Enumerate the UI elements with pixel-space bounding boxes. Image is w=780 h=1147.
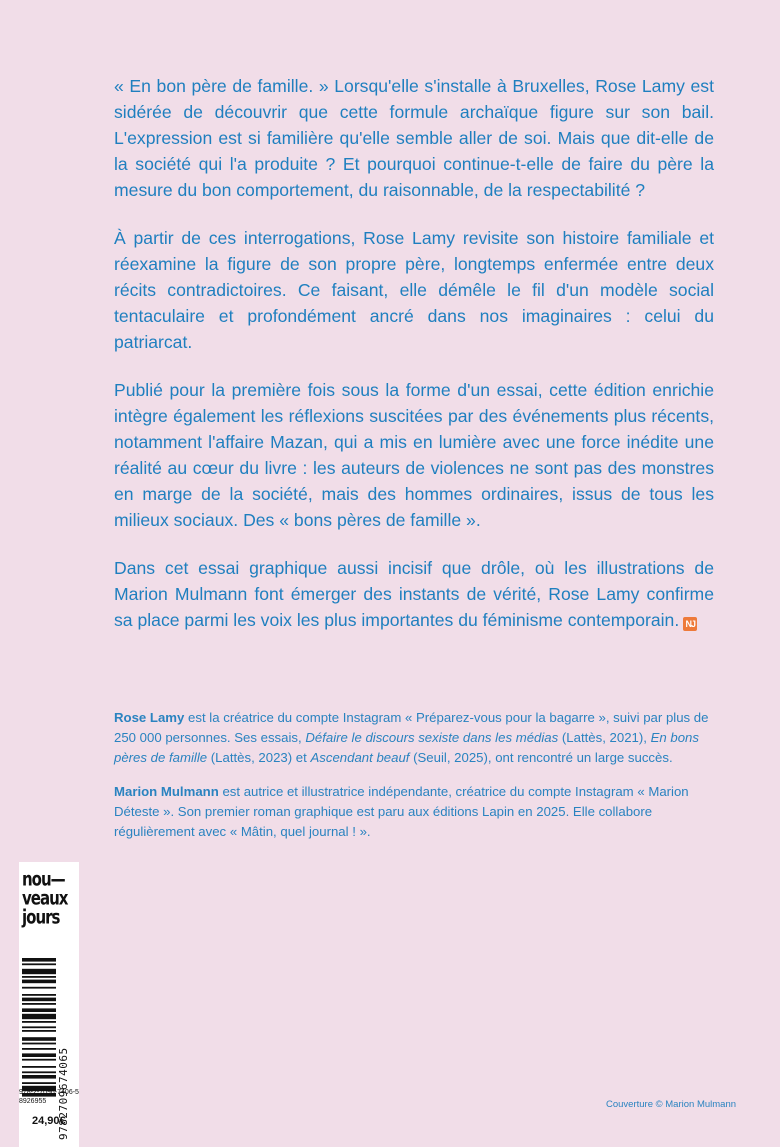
blurb-paragraph-4	[114, 555, 714, 633]
barcode-bar	[22, 1003, 56, 1005]
bio-text: (Lattès, 2021),	[558, 730, 651, 745]
barcode-bar	[22, 1075, 56, 1079]
barcode-bar	[22, 1071, 56, 1073]
author-name: Rose Lamy	[114, 710, 185, 725]
blurb-paragraph-1: « En bon père de famille. » Lorsqu'elle s'installe à Bruxelles, Rose Lamy est sidérée de découvrir que cette formule archaïque figure sur son bail. L'expression est si familière qu'elle semble aller de soi. Mais que dit-elle de la société qui l'a produite ? Et pourquoi continue-t-elle de faire du père la mesure du bon comportement, du raisonnable, de la respectabilité ?	[114, 76, 714, 200]
barcode-bar	[22, 1014, 56, 1019]
barcode-bar	[22, 1026, 56, 1028]
barcode-bar	[22, 1037, 56, 1041]
bio-text: (Lattès, 2023) et	[207, 750, 311, 765]
illustrator-name: Marion Mulmann	[114, 784, 219, 799]
blurb-paragraph-2: À partir de ces interrogations, Rose Lamy revisite son histoire familiale et réexamine la figure de son propre père, longtemps enfermée entre deux récits contradictoires. Ce faisant, elle démêle le fil d'un modèle social tentaculaire et profondément ancré dans nos imaginaires : celui du patriarcat.	[114, 228, 714, 352]
barcode-bar	[22, 1030, 56, 1032]
blurb-paragraph-4-text: Dans cet essai graphique aussi incisif que drôle, où les illustrations de Marion Mulmann font émerger des instants de vérité, Rose Lamy confirme sa place parmi les voix les plus importantes du féminisme contemporain.	[114, 558, 714, 630]
author-bio-marion-mulmann	[114, 782, 724, 842]
isbn-text: 978-2-7096-7406-5	[19, 1089, 79, 1096]
barcode-bar	[22, 976, 56, 978]
barcode-bar	[22, 963, 56, 965]
book-title: Ascendant beauf	[310, 750, 410, 765]
barcode-bar	[22, 969, 56, 974]
logo-line: nou—	[22, 867, 65, 891]
barcode-bar	[22, 1059, 56, 1061]
author-bios	[114, 708, 724, 856]
price: 24,90€	[32, 1115, 66, 1127]
barcode-number: 9782709674065	[57, 1047, 70, 1140]
bio-text: est la créatrice du compte Instagram « Préparez-vous pour la bagarre », suivi par plus de 250 000 personnes. Ses essais,	[114, 710, 709, 745]
barcode-bar	[22, 980, 56, 984]
publisher-logo	[22, 867, 76, 929]
internal-code: 8926955	[19, 1098, 47, 1105]
publisher-end-mark-icon: NJ	[683, 617, 697, 631]
barcode-bar	[22, 1021, 56, 1023]
cover-credit: Couverture © Marion Mulmann	[606, 1099, 737, 1110]
bio-text: est autrice et illustratrice indépendante, créatrice du compte Instagram « Marion Déteste ». Son premier roman graphique est paru aux éditions Lapin en 2025. Elle collabore régulièrement avec « Mâtin, quel journal ! ».	[114, 784, 689, 839]
bio-text: (Seuil, 2025), ont rencontré un large succès.	[409, 750, 673, 765]
barcode-bar	[22, 998, 56, 1002]
barcode-bar	[22, 994, 56, 996]
barcode-bar	[22, 1066, 56, 1068]
barcode-bar	[22, 1082, 56, 1084]
back-cover-blurb	[114, 73, 714, 633]
blurb-paragraph-3: Publié pour la première fois sous la forme d'un essai, cette édition enrichie intègre également les réflexions suscitées par des événements plus récents, notamment l'affaire Mazan, qui a mis en lumière avec une force inédite une réalité au cœur du livre : les auteurs de violences ne sont pas des monstres en marge de la société, mais des hommes ordinaires, issus de tous les milieux sociaux. Des « bons pères de famille ».	[114, 380, 714, 530]
isbn-small-print	[19, 1088, 79, 1106]
barcode-bar	[22, 1053, 56, 1057]
barcode-bar	[22, 987, 56, 989]
logo-line: veaux	[22, 886, 68, 910]
barcode-bar	[22, 1048, 56, 1050]
book-title: En bons pères de famille	[114, 730, 699, 765]
book-title: Défaire le discours sexiste dans les médias	[305, 730, 559, 745]
barcode-bar	[22, 958, 56, 962]
author-bio-rose-lamy	[114, 708, 724, 768]
logo-line: jours	[22, 905, 60, 929]
barcode-bar	[22, 1008, 56, 1012]
barcode-bar	[22, 1043, 56, 1045]
